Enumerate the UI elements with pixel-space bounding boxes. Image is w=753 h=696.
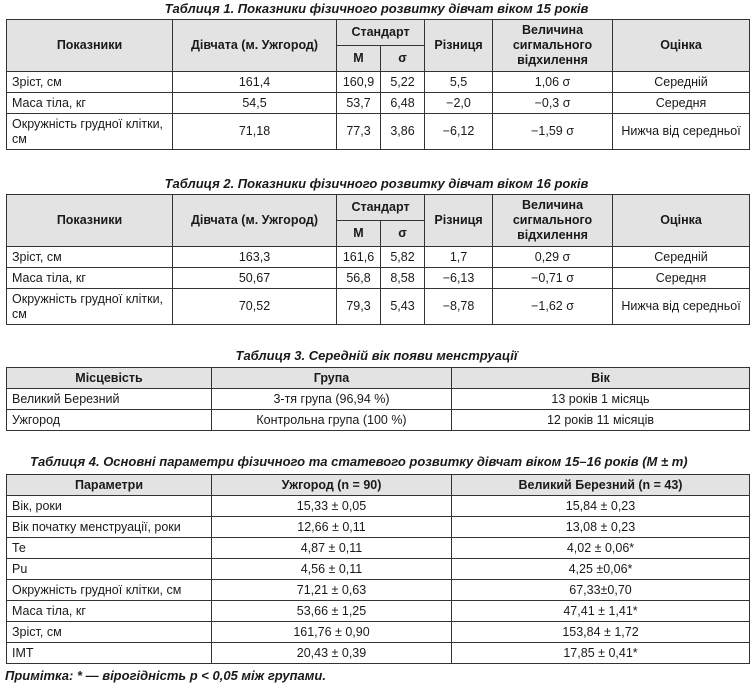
table-cell: 5,22 xyxy=(381,72,425,93)
table-cell: 163,3 xyxy=(173,247,337,268)
t3-header-age: Вік xyxy=(452,368,750,389)
table-row xyxy=(7,580,750,601)
table-cell: 71,21 ± 0,63 xyxy=(212,580,452,601)
table-cell: Те xyxy=(7,538,212,559)
table-cell: Контрольна група (100 %) xyxy=(212,410,452,431)
t1-header-m: М xyxy=(337,46,381,72)
table-cell: 53,66 ± 1,25 xyxy=(212,601,452,622)
table-cell: 4,87 ± 0,11 xyxy=(212,538,452,559)
table-cell: Нижча від середньої xyxy=(613,114,750,150)
table-cell: Маса тіла, кг xyxy=(7,601,212,622)
table-cell: 12,66 ± 0,11 xyxy=(212,517,452,538)
t3-header-group: Група xyxy=(212,368,452,389)
table-cell: 50,67 xyxy=(173,268,337,289)
table1 xyxy=(6,19,750,150)
table-cell: 153,84 ± 1,72 xyxy=(452,622,750,643)
table-cell: 6,48 xyxy=(381,93,425,114)
table-cell: 70,52 xyxy=(173,289,337,325)
table-cell: 20,43 ± 0,39 xyxy=(212,643,452,664)
t1-header-sigma: σ xyxy=(381,46,425,72)
t2-header-sigma: σ xyxy=(381,221,425,247)
table-cell: −8,78 xyxy=(425,289,493,325)
table-cell: Вік, роки xyxy=(7,496,212,517)
table-row xyxy=(7,538,750,559)
t4-header-uzhhorod: Ужгород (n = 90) xyxy=(212,475,452,496)
table-row xyxy=(7,496,750,517)
t2-header-girls: Дівчата (м. Ужгород) xyxy=(173,195,337,247)
table-cell: Окружність грудної клітки, см xyxy=(7,114,173,150)
table-cell: 0,29 σ xyxy=(493,247,613,268)
t1-header-indicator: Показники xyxy=(7,20,173,72)
table-cell: 4,25 ±0,06* xyxy=(452,559,750,580)
table-row xyxy=(7,247,750,268)
table-cell: 53,7 xyxy=(337,93,381,114)
table-row xyxy=(7,601,750,622)
table-row xyxy=(7,72,750,93)
table-cell: 54,5 xyxy=(173,93,337,114)
t2-header-standard: Стандарт xyxy=(337,195,425,221)
table-cell: 79,3 xyxy=(337,289,381,325)
table-cell: Середній xyxy=(613,247,750,268)
table2 xyxy=(6,194,750,325)
t2-header-indicator: Показники xyxy=(7,195,173,247)
t3-header-locality: Місцевість xyxy=(7,368,212,389)
table-cell: Середня xyxy=(613,268,750,289)
table-cell: Зріст, см xyxy=(7,247,173,268)
table1-caption: Таблиця 1. Показники фізичного розвитку дівчат віком 15 років xyxy=(164,1,589,16)
table-cell: 161,4 xyxy=(173,72,337,93)
table-cell: 71,18 xyxy=(173,114,337,150)
table-cell: 15,84 ± 0,23 xyxy=(452,496,750,517)
table-cell: Pu xyxy=(7,559,212,580)
table-cell: −0,3 σ xyxy=(493,93,613,114)
table-cell: 56,8 xyxy=(337,268,381,289)
table-row xyxy=(7,289,750,325)
table-cell: 12 років 11 місяців xyxy=(452,410,750,431)
table-row xyxy=(7,268,750,289)
table-row xyxy=(7,410,750,431)
table-row xyxy=(7,114,750,150)
table-cell: 160,9 xyxy=(337,72,381,93)
table-cell: −1,62 σ xyxy=(493,289,613,325)
t1-header-assessment: Оцінка xyxy=(613,20,750,72)
table-cell: Вік початку менструації, роки xyxy=(7,517,212,538)
table-row xyxy=(7,622,750,643)
table-cell: 67,33±0,70 xyxy=(452,580,750,601)
t1-header-standard: Стандарт xyxy=(337,20,425,46)
t1-header-girls: Дівчата (м. Ужгород) xyxy=(173,20,337,72)
table-cell: 47,41 ± 1,41* xyxy=(452,601,750,622)
table-cell: Зріст, см xyxy=(7,622,212,643)
table-cell: 13 років 1 місяць xyxy=(452,389,750,410)
t4-header-parameters: Параметри xyxy=(7,475,212,496)
t4-header-velykyi-bereznyi: Великий Березний (n = 43) xyxy=(452,475,750,496)
table-cell: 13,08 ± 0,23 xyxy=(452,517,750,538)
t2-header-sigma-deviation: Величина сигмального відхилення xyxy=(493,195,613,247)
table-cell: Окружність грудної клітки, см xyxy=(7,580,212,601)
table-cell: 17,85 ± 0,41* xyxy=(452,643,750,664)
table4-caption: Таблиця 4. Основні параметри фізичного та статевого розвитку дівчат віком 15–16 років (M ± m) xyxy=(30,454,688,469)
table-cell: ІМТ xyxy=(7,643,212,664)
table-cell: 5,5 xyxy=(425,72,493,93)
table-cell: −0,71 σ xyxy=(493,268,613,289)
table-cell: 77,3 xyxy=(337,114,381,150)
table-cell: 161,76 ± 0,90 xyxy=(212,622,452,643)
table-row xyxy=(7,643,750,664)
t2-header-difference: Різниця xyxy=(425,195,493,247)
table3-caption: Таблиця 3. Середній вік появи менструації xyxy=(235,348,518,363)
table-cell: 3-тя група (96,94 %) xyxy=(212,389,452,410)
t2-header-m: М xyxy=(337,221,381,247)
table-cell: −2,0 xyxy=(425,93,493,114)
table-cell: −6,12 xyxy=(425,114,493,150)
table-cell: 1,06 σ xyxy=(493,72,613,93)
table3 xyxy=(6,367,750,431)
table2-caption: Таблиця 2. Показники фізичного розвитку дівчат віком 16 років xyxy=(164,176,589,191)
table-cell: Великий Березний xyxy=(7,389,212,410)
table-cell: 4,56 ± 0,11 xyxy=(212,559,452,580)
table-cell: Нижча від середньої xyxy=(613,289,750,325)
table-cell: Маса тіла, кг xyxy=(7,268,173,289)
table-cell: Окружність грудної клітки, см xyxy=(7,289,173,325)
table-cell: 3,86 xyxy=(381,114,425,150)
table-row xyxy=(7,93,750,114)
table-row xyxy=(7,559,750,580)
table-row xyxy=(7,517,750,538)
table-cell: −6,13 xyxy=(425,268,493,289)
table-cell: Ужгород xyxy=(7,410,212,431)
t1-header-sigma-deviation: Величина сигмального відхилення xyxy=(493,20,613,72)
table-cell: 15,33 ± 0,05 xyxy=(212,496,452,517)
table-cell: 5,82 xyxy=(381,247,425,268)
table-cell: 4,02 ± 0,06* xyxy=(452,538,750,559)
table-cell: Зріст, см xyxy=(7,72,173,93)
t1-header-difference: Різниця xyxy=(425,20,493,72)
footnote: Примітка: * — вірогідність p < 0,05 між групами. xyxy=(5,668,326,683)
table-cell: Маса тіла, кг xyxy=(7,93,173,114)
table-cell: 8,58 xyxy=(381,268,425,289)
table-cell: −1,59 σ xyxy=(493,114,613,150)
table-cell: 5,43 xyxy=(381,289,425,325)
table-cell: 161,6 xyxy=(337,247,381,268)
t2-header-assessment: Оцінка xyxy=(613,195,750,247)
table4 xyxy=(6,474,750,664)
table-cell: Середній xyxy=(613,72,750,93)
table-cell: Середня xyxy=(613,93,750,114)
table-cell: 1,7 xyxy=(425,247,493,268)
table-row xyxy=(7,389,750,410)
